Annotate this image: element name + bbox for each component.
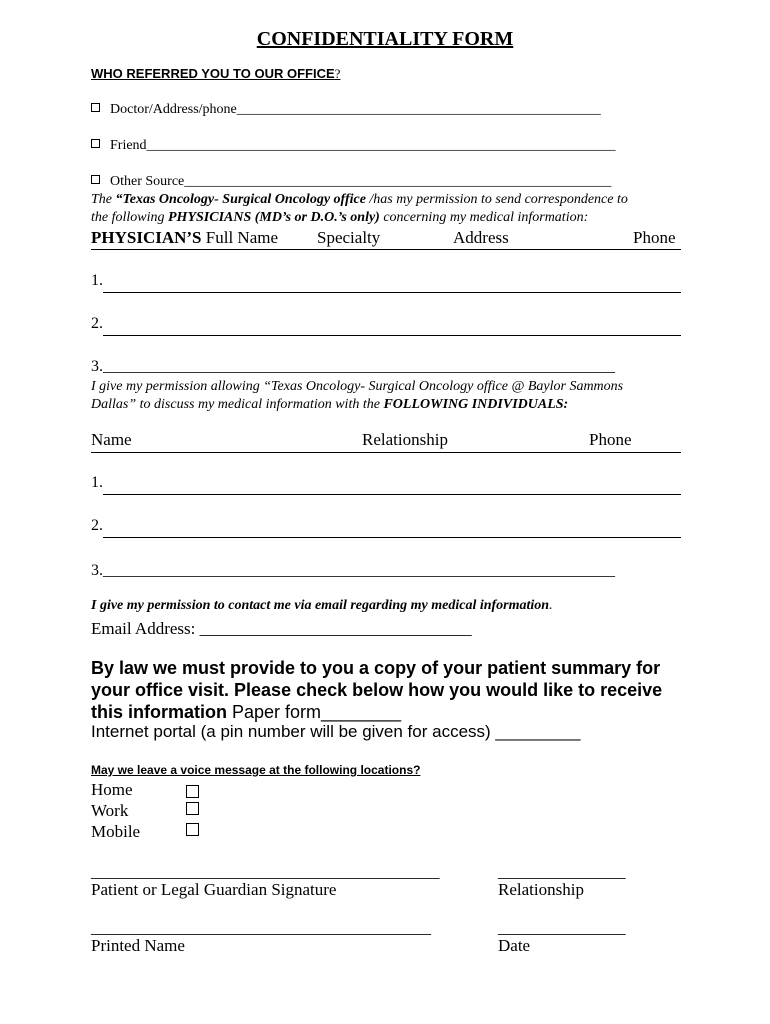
email-address-field[interactable]: Email Address: ________________________________: [91, 619, 472, 638]
home-checkbox[interactable]: [186, 785, 199, 798]
individual-row-2-line[interactable]: [103, 537, 681, 538]
date-label: Date: [498, 936, 531, 955]
physicians-col-name: PHYSICIAN’S Full Name: [91, 228, 279, 247]
work-checkbox[interactable]: [186, 802, 199, 815]
physicians-col-specialty: Specialty: [317, 228, 381, 247]
relationship-label: Relationship: [498, 880, 584, 899]
printed-name-line[interactable]: ________________________________________: [91, 918, 431, 937]
physicians-intro-line1: The “Texas Oncology- Surgical Oncology office /has my permission to send correspondence to: [91, 192, 628, 207]
printed-name-label: Printed Name: [91, 936, 185, 955]
physicians-intro-line2: the following PHYSICIANS (MD’s or D.O.’s only) concerning my medical information:: [91, 210, 589, 225]
signature-label: Patient or Legal Guardian Signature: [91, 880, 337, 899]
checkbox-icon[interactable]: [91, 139, 100, 148]
relationship-line[interactable]: _______________: [498, 862, 626, 881]
location-home-label: Home: [91, 780, 133, 799]
location-mobile-label: Mobile: [91, 822, 141, 841]
individual-row-1: 1.: [91, 474, 103, 491]
individuals-intro-line2: Dallas” to discuss my medical information with the FOLLOWING INDIVIDUALS:: [91, 397, 569, 412]
paper-form-option[interactable]: Paper form________: [227, 702, 402, 722]
individual-row-1-line[interactable]: [103, 494, 681, 495]
individuals-col-name: Name: [91, 430, 132, 449]
mobile-checkbox[interactable]: [186, 823, 199, 836]
internet-portal-option[interactable]: Internet portal (a pin number will be given for access) _________: [91, 722, 581, 741]
individuals-col-relationship: Relationship: [362, 430, 448, 449]
referral-option-friend[interactable]: Friend___________________________________________________________________: [91, 138, 616, 154]
referral-option-other[interactable]: Other Source_____________________________________________________________: [91, 174, 611, 190]
individuals-col-phone: Phone: [589, 430, 632, 449]
voicemail-heading: May we leave a voice message at the following locations?: [91, 763, 421, 777]
physicians-col-address: Address: [453, 228, 509, 247]
physician-row-2-line[interactable]: [103, 335, 681, 336]
physician-row-3[interactable]: 3.________________________________________________________________: [91, 358, 615, 375]
email-permission: I give my permission to contact me via email regarding my medical information.: [91, 598, 553, 613]
divider: [91, 452, 681, 453]
checkbox-icon[interactable]: [91, 175, 100, 184]
checkbox-icon[interactable]: [91, 103, 100, 112]
individual-row-3[interactable]: 3.________________________________________________________________: [91, 562, 615, 579]
physician-row-2: 2.: [91, 315, 103, 332]
individual-row-2: 2.: [91, 517, 103, 534]
form-title: CONFIDENTIALITY FORM: [256, 28, 514, 50]
location-work-label: Work: [91, 801, 129, 820]
individuals-intro-line1: I give my permission allowing “Texas Oncology- Surgical Oncology office @ Baylor Sammons: [91, 379, 624, 394]
referral-heading: WHO REFERRED YOU TO OUR OFFICE?: [91, 66, 341, 81]
summary-notice: By law we must provide to you a copy of your patient summary for your office visit. Please check below how you would like to receive this information Paper form________: [91, 658, 663, 722]
signature-line[interactable]: _________________________________________: [91, 862, 440, 881]
physician-row-1: 1.: [91, 272, 103, 289]
divider: [91, 249, 681, 250]
physicians-col-phone: Phone: [633, 228, 676, 247]
referral-option-doctor[interactable]: Doctor/Address/phone____________________________________________________: [91, 102, 601, 118]
physician-row-1-line[interactable]: [103, 292, 681, 293]
date-line[interactable]: _______________: [498, 918, 626, 937]
